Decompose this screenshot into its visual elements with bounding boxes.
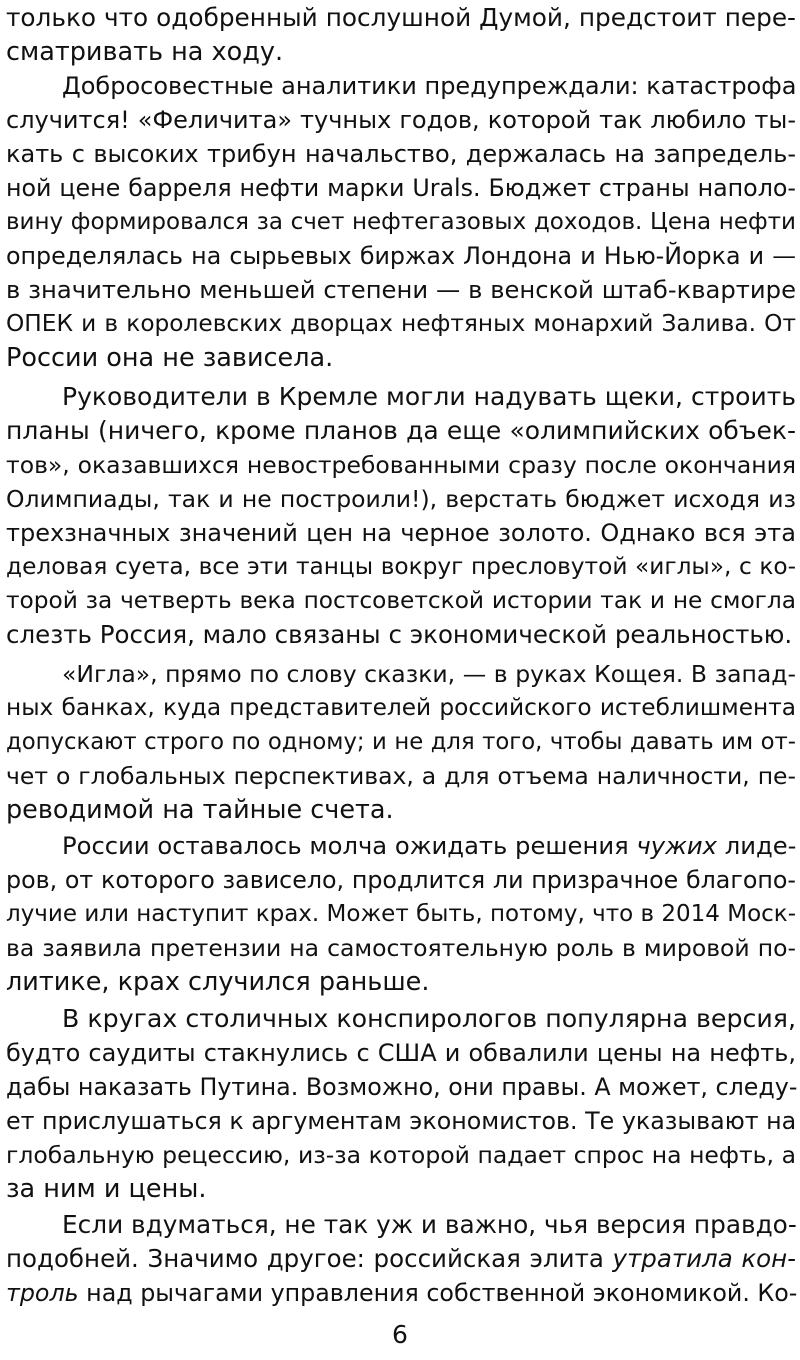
paragraph-first-line: Если вдуматься, не так уж и важно, чья версия правдо- bbox=[62, 1210, 797, 1239]
italic-emphasis: троль bbox=[6, 1279, 79, 1307]
text-line: ОПЕК и в королевских дворцах нефтяных монархий Залива. От bbox=[6, 310, 796, 337]
text-line: деловая суета, все эти танцы вокруг пресловутой «иглы», с ко- bbox=[6, 553, 796, 580]
text-line: тов», оказавшихся невостребованными сразу после окончания bbox=[6, 451, 796, 479]
text-line: слезть Россия, мало связаны с экономической реальностью. bbox=[6, 620, 793, 649]
paragraph-first-line: Руководители в Кремле могли надувать щеки, строить bbox=[62, 382, 796, 411]
text-line: лучие или наступит крах. Может быть, потому, что в 2014 Моск- bbox=[6, 901, 796, 927]
text-line: кать с высоких трибун начальство, держалась на запредель- bbox=[6, 140, 796, 168]
text-line: глобальную рецессию, из-за которой падает спрос на нефть, а bbox=[6, 1141, 796, 1169]
text-line: ва заявила претензии на самостоятельную роль в мировой по- bbox=[6, 934, 796, 962]
text-line: допускают строго по одному; и не для того, чтобы давать им от- bbox=[6, 729, 796, 755]
paragraph-first-line: Добросовестные аналитики предупреждали: катастрофа bbox=[62, 72, 797, 100]
text-line: литике, крах случился раньше. bbox=[6, 967, 430, 997]
italic-emphasis: чужих bbox=[636, 831, 718, 860]
text-line: торой за четверть века постсоветской истории так и не смогла bbox=[6, 587, 796, 614]
text-span: подобней. Значимо другое: российская элита bbox=[6, 1244, 613, 1273]
paragraph-first-line bbox=[6, 830, 796, 862]
text-line: определялась на сырьевых биржах Лондона и Нью-Йорка и — bbox=[6, 242, 796, 270]
page-number: 6 bbox=[392, 1320, 408, 1349]
text-line: сматривать на ходу. bbox=[6, 37, 284, 67]
text-line: будто саудиты стакнулись с США и обвалили цены на нефть, bbox=[6, 1039, 796, 1067]
text-line: в значительно меньшей степени — в венской штаб-квартире bbox=[6, 275, 796, 304]
text-line: планы (ничего, кроме планов да еще «олимпийских объек- bbox=[6, 416, 796, 445]
paragraph-first-line: «Игла», прямо по слову сказки, — в руках Кощея. В запад- bbox=[62, 660, 796, 688]
text-line: России она не зависела. bbox=[6, 343, 334, 373]
text-line: ет прислушаться к аргументам экономистов. Те указывают на bbox=[6, 1107, 797, 1135]
text-span: России оставалось молча ожидать решения bbox=[62, 831, 637, 860]
text-line: Олимпиады, так и не построили!), верстать бюджет исходя из bbox=[6, 485, 796, 513]
text-line: ных банках, куда представителей российского истеблишмента bbox=[6, 694, 796, 721]
text-line: дабы наказать Путина. Возможно, они правы. А может, следу- bbox=[6, 1073, 798, 1101]
paragraph-first-line: В кругах столичных конспирологов популярна версия, bbox=[62, 1004, 796, 1033]
text-line: ной цене барреля нефти марки Urals. Бюджет страны наполо- bbox=[6, 174, 796, 202]
text-line: случится! «Феличита» тучных годов, которой так любило ты- bbox=[6, 106, 796, 134]
text-line: чет о глобальных перспективах, а для отъема наличности, пе- bbox=[6, 762, 796, 790]
text-line: трехзначных значений цен на черное золото. Однако вся эта bbox=[6, 519, 796, 547]
text-line: только что одобренный послушной Думой, предстоит пере- bbox=[6, 3, 796, 32]
text-line: вину формировался за счет нефтегазовых доходов. Цена нефти bbox=[6, 209, 796, 235]
text-line bbox=[6, 1277, 796, 1309]
text-line: реводимой на тайные счета. bbox=[6, 795, 394, 825]
text-line: ров, от которого зависело, продлится ли призрачное благопо- bbox=[6, 866, 796, 894]
text-line: за ним и цены. bbox=[6, 1174, 207, 1204]
text-span: лиде- bbox=[717, 831, 797, 860]
text-line bbox=[6, 1243, 796, 1275]
text-span: над рычагами управления собственной экономикой. Ко- bbox=[78, 1279, 798, 1307]
italic-emphasis: утратила кон- bbox=[612, 1244, 796, 1273]
